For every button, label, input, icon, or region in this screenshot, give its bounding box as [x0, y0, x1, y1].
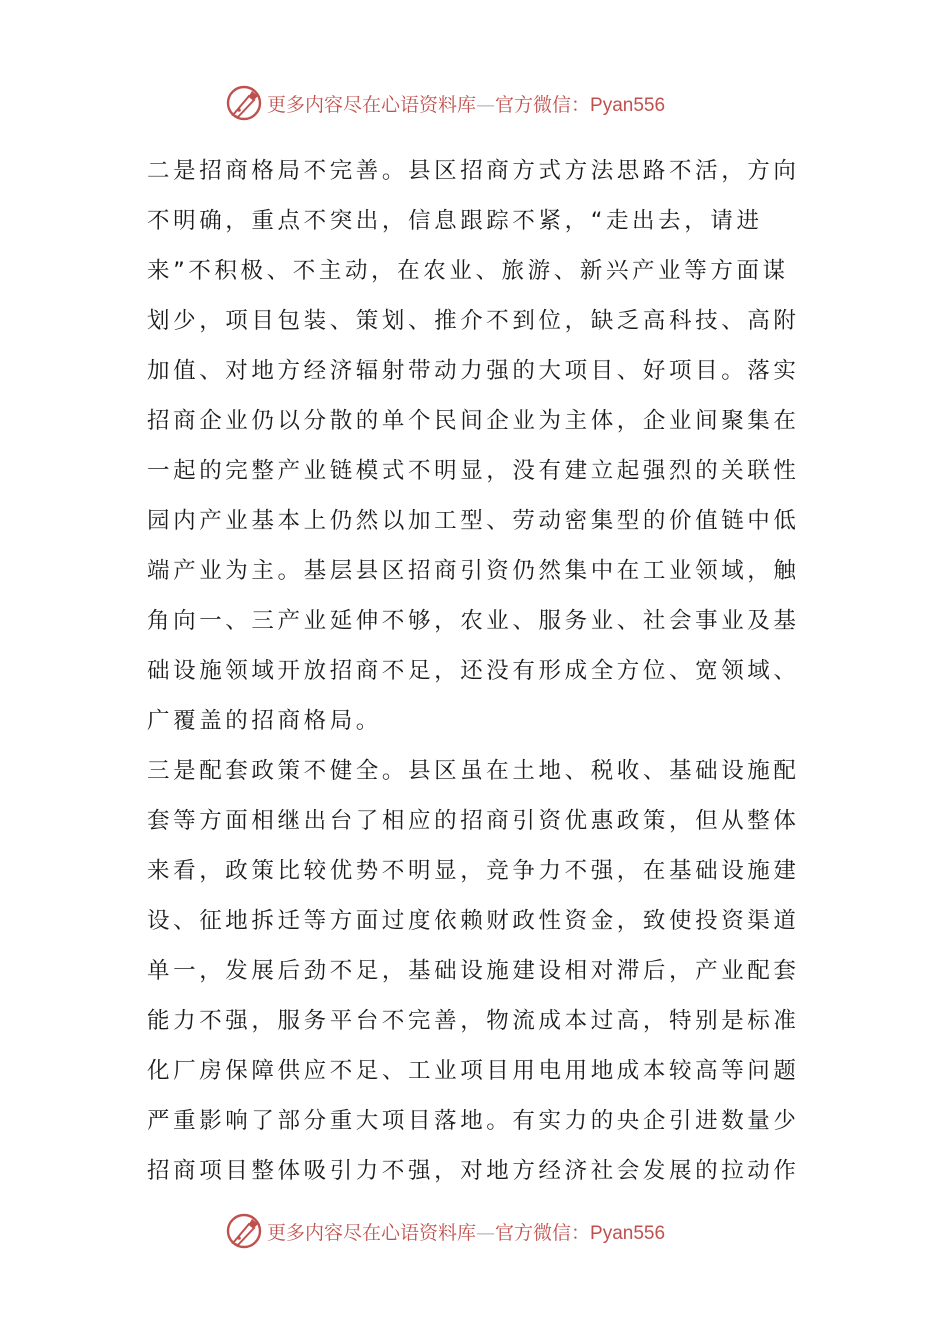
pen-nib-logo-icon — [225, 84, 263, 122]
footer-banner-separator: — — [476, 1221, 496, 1244]
text-line: 角向一、三产业延伸不够，农业、服务业、社会事业及基 — [147, 608, 800, 634]
text-line: 加值、对地方经济辐射带动力强的大项目、好项目。落实 — [147, 358, 800, 384]
text-line: 化厂房保障供应不足、工业项目用电用地成本较高等问题 — [147, 1058, 800, 1084]
pen-nib-logo-icon — [225, 1212, 263, 1250]
header-banner-text — [267, 90, 665, 117]
header-banner-label: 官方微信： — [495, 93, 591, 116]
text-line: 来”不积极、不主动，在农业、旅游、新兴产业等方面谋 — [147, 258, 789, 284]
footer-banner-account: Pyan556 — [590, 1222, 666, 1244]
text-line: 一起的完整产业链模式不明显，没有建立起强烈的关联性 — [147, 458, 800, 484]
text-line: 招商企业仍以分散的单个民间企业为主体，企业间聚集在 — [147, 408, 800, 434]
text-line: 来看，政策比较优势不明显，竞争力不强，在基础设施建 — [147, 858, 800, 884]
text-line: 划少，项目包装、策划、推介不到位，缺乏高科技、高附 — [147, 308, 800, 334]
footer-banner-label: 官方微信： — [495, 1221, 591, 1244]
header-banner — [225, 83, 665, 123]
document-body — [147, 146, 817, 1196]
text-line: 能力不强，服务平台不完善，物流成本过高，特别是标准 — [147, 1008, 800, 1034]
header-banner-separator: — — [476, 93, 496, 116]
text-line: 招商项目整体吸引力不强，对地方经济社会发展的拉动作 — [147, 1158, 800, 1184]
header-banner-account: Pyan556 — [590, 94, 666, 116]
footer-banner-text — [267, 1218, 665, 1245]
text-line: 二是招商格局不完善。县区招商方式方法思路不活，方向 — [147, 158, 800, 184]
footer-banner-title: 更多内容尽在心语资料库 — [267, 1221, 477, 1244]
text-line: 严重影响了部分重大项目落地。有实力的央企引进数量少 — [147, 1108, 800, 1134]
text-line: 套等方面相继出台了相应的招商引资优惠政策，但从整体 — [147, 808, 800, 834]
text-line: 广覆盖的招商格局。 — [147, 708, 382, 734]
text-line: 设、征地拆迁等方面过度依赖财政性资金，致使投资渠道 — [147, 908, 800, 934]
text-line: 单一，发展后劲不足，基础设施建设相对滞后，产业配套 — [147, 958, 800, 984]
header-banner-title: 更多内容尽在心语资料库 — [267, 93, 477, 116]
footer-banner — [225, 1211, 665, 1251]
text-line: 础设施领域开放招商不足，还没有形成全方位、宽领域、 — [147, 658, 800, 684]
text-line: 三是配套政策不健全。县区虽在土地、税收、基础设施配 — [147, 758, 800, 784]
text-line: 园内产业基本上仍然以加工型、劳动密集型的价值链中低 — [147, 508, 800, 534]
text-line: 不明确，重点不突出，信息跟踪不紧，“走出去，请进 — [147, 208, 763, 234]
text-line: 端产业为主。基层县区招商引资仍然集中在工业领域，触 — [147, 558, 800, 584]
